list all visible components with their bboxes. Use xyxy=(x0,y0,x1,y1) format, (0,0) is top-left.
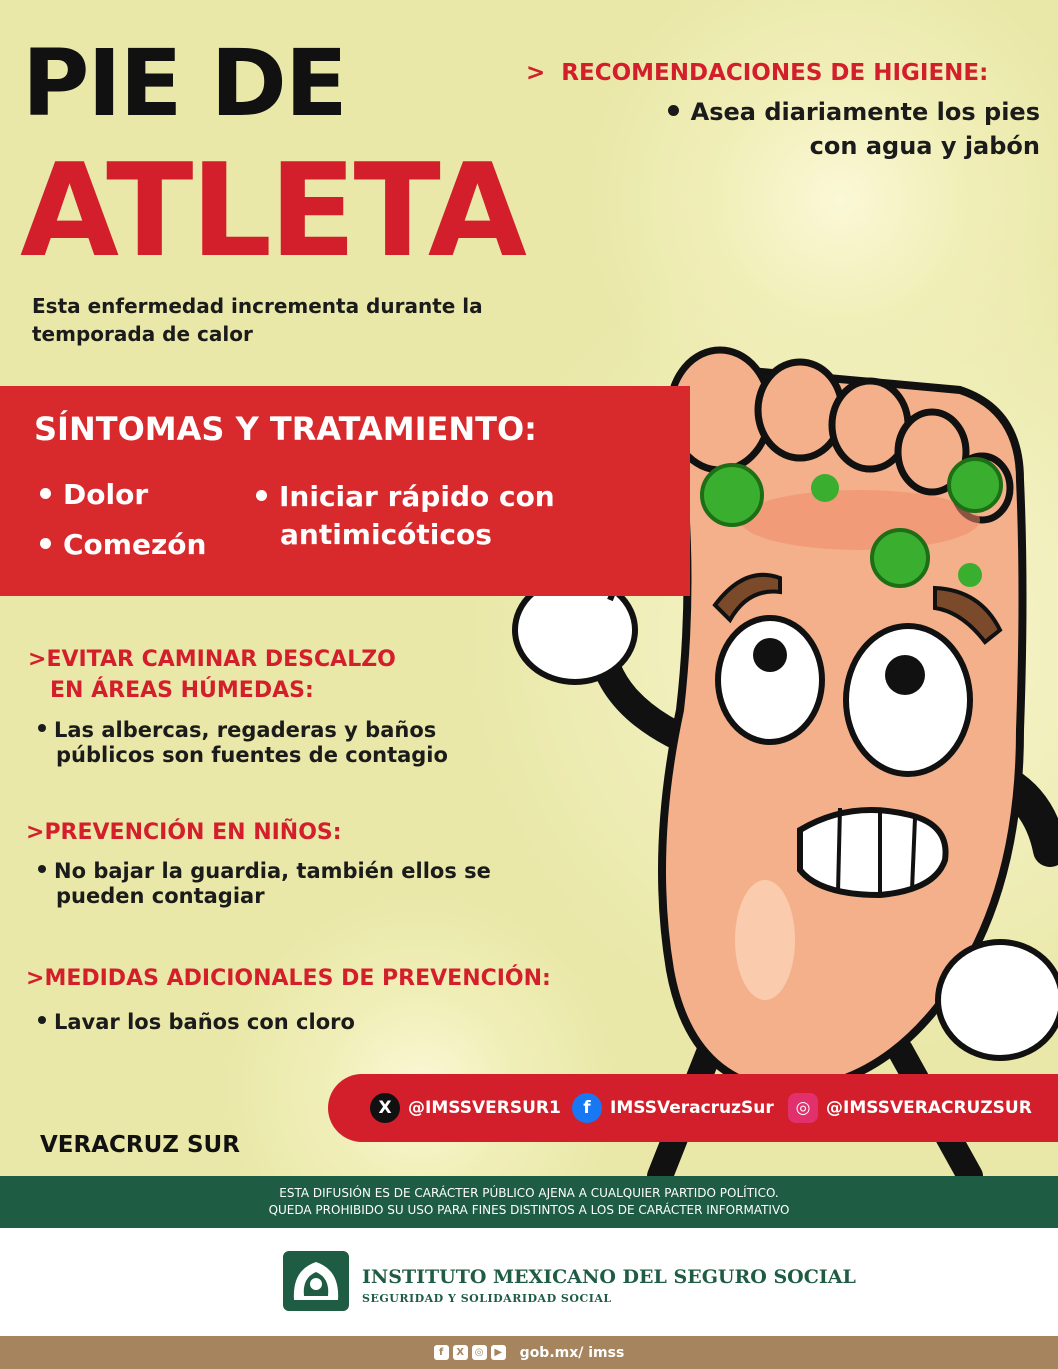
region-label: VERACRUZ SUR xyxy=(40,1132,240,1158)
section-heading-children: >PREVENCIÓN EN NIÑOS: xyxy=(26,820,342,845)
footer-bar xyxy=(0,1336,1058,1369)
institution-tagline: SEGURIDAD Y SOLIDARIDAD SOCIAL xyxy=(362,1292,612,1305)
bullet-icon xyxy=(38,1016,46,1024)
social-x-link[interactable]: X @IMSSVERSUR1 xyxy=(370,1074,561,1142)
arrow-icon: > xyxy=(26,820,45,845)
bullet-icon xyxy=(40,488,51,499)
institution-name: INSTITUTO MEXICANO DEL SEGURO SOCIAL xyxy=(362,1266,856,1288)
arrow-icon: > xyxy=(26,966,45,991)
imss-logo-icon xyxy=(282,1250,350,1312)
symptom-item: Comezón xyxy=(40,526,206,564)
subtitle: Esta enfermedad incrementa durante la temporada de calor xyxy=(32,294,483,346)
title-line-1: PIE DE xyxy=(22,30,346,137)
bullet-icon xyxy=(256,490,267,501)
footer-url-link[interactable]: gob.mx/ imss xyxy=(519,1344,625,1361)
x-icon[interactable]: X xyxy=(453,1345,468,1360)
section-text-children: No bajar la guardia, también ellos se pueden contagiar xyxy=(38,859,491,909)
bullet-icon xyxy=(38,865,46,873)
section-text-humid-areas: Las albercas, regaderas y baños públicos son fuentes de contagio xyxy=(38,718,448,768)
social-facebook-link[interactable]: f IMSSVeracruzSur xyxy=(572,1074,774,1142)
facebook-icon[interactable]: f xyxy=(434,1345,449,1360)
symptom-item: Dolor xyxy=(40,476,148,514)
section-heading-humid-areas: >EVITAR CAMINAR DESCALZO EN ÁREAS HÚMEDAS: xyxy=(28,647,396,703)
treatment-item: Iniciar rápido con antimicóticos xyxy=(256,478,555,554)
bullet-icon xyxy=(668,105,679,116)
social-instagram-link[interactable]: ◎ @IMSSVERACRUZSUR xyxy=(788,1074,1032,1142)
title-line-2: ATLETA xyxy=(20,137,524,286)
social-bar xyxy=(328,1074,1058,1142)
symptoms-heading: SÍNTOMAS Y TRATAMIENTO: xyxy=(34,410,537,448)
facebook-icon: f xyxy=(572,1093,602,1123)
arrow-icon: > xyxy=(526,60,546,86)
disclaimer: ESTA DIFUSIÓN ES DE CARÁCTER PÚBLICO AJENA A CUALQUIER PARTIDO POLÍTICO. QUEDA PROHIBIDO SU USO PARA FINES DISTINTOS A LOS DE CARÁCTER INFORMATIVO xyxy=(0,1176,1058,1228)
bullet-icon xyxy=(38,724,46,732)
section-text-additional: Lavar los baños con cloro xyxy=(38,1010,355,1035)
section-heading-additional: >MEDIDAS ADICIONALES DE PREVENCIÓN: xyxy=(26,966,551,991)
hygiene-heading: > RECOMENDACIONES DE HIGIENE: xyxy=(526,60,989,86)
youtube-icon[interactable]: ▶ xyxy=(491,1345,506,1360)
x-icon: X xyxy=(370,1093,400,1123)
instagram-icon[interactable]: ◎ xyxy=(472,1345,487,1360)
arrow-icon: > xyxy=(28,647,47,672)
bullet-icon xyxy=(40,538,51,549)
instagram-icon: ◎ xyxy=(788,1093,818,1123)
hygiene-item: Asea diariamente los pies con agua y jabón xyxy=(640,95,1040,163)
